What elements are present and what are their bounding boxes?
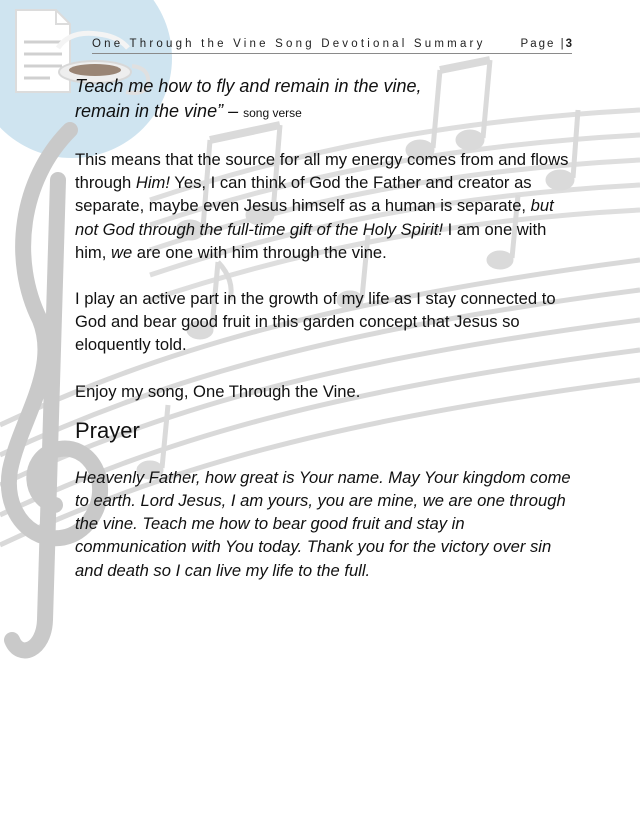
header-title: One Through the Vine Song Devotional Summary: [92, 38, 486, 50]
page-label: Page |: [520, 38, 566, 50]
p1-text-a: This means that the source for all my energy comes from and flows through: [75, 150, 569, 193]
verse-attribution: song verse: [243, 105, 302, 120]
prayer-heading: Prayer: [75, 417, 140, 443]
p1-text-c: I am one with him,: [75, 219, 547, 262]
verse-line-1: Teach me how to fly and remain in the vine,: [75, 76, 422, 96]
p1-emphasis-spirit: but not God through the full-time gift of the Holy Spirit!: [75, 196, 554, 239]
paragraph-3: Enjoy my song, One Through the Vine.: [75, 381, 361, 401]
page-header: [92, 38, 572, 54]
header-divider: [92, 53, 572, 54]
verse-line-2: remain in the vine” –: [75, 100, 239, 121]
page-number-label: [521, 38, 572, 50]
paragraph-2: I play an active part in the growth of my life as I stay connected to God and bear good fruit in this garden concept that Jesus so eloquently told.: [75, 289, 556, 355]
page-number: 3: [565, 38, 572, 50]
p1-text-d: are one with him through the vine.: [132, 242, 387, 262]
p1-emphasis-him: Him!: [135, 173, 170, 193]
paragraph-1: [75, 148, 575, 264]
page-content: [75, 74, 575, 582]
song-verse: [75, 74, 575, 125]
prayer-text: Heavenly Father, how great is Your name. May Your kingdom come to earth. Lord Jesus, I am yours, you are mine, we are one through the vine. Teach me how to bear good fruit and stay in communication with You today. Thank you for the victory over sin and death so I can live my life to the full.: [75, 467, 571, 580]
document-icon: [16, 10, 70, 92]
p1-text-b: Yes, I can think of God the Father and creator as separate, maybe even Jesus himself as a human is separate,: [75, 173, 532, 216]
p1-emphasis-we: we: [110, 242, 133, 262]
